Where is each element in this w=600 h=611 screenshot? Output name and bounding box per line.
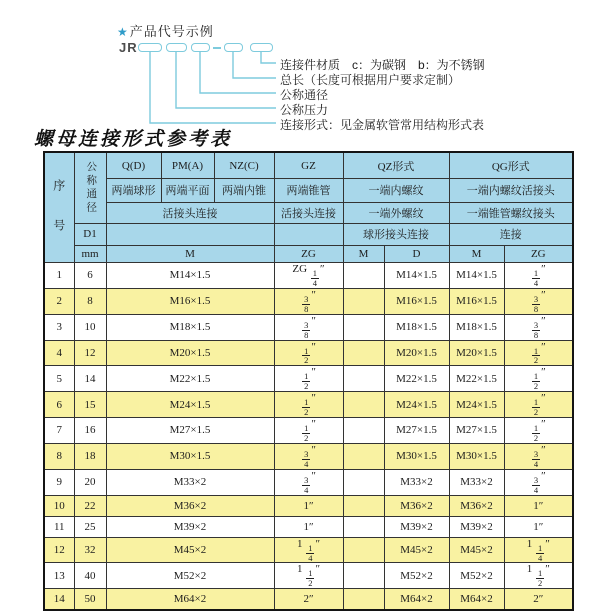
header-ends-pma: 两端平面 [161,179,214,203]
cell-row-index: 12 [44,537,74,563]
cell-qz-m [343,418,384,444]
cell-qg-zg: $\frac{1}{4}$ ″ [504,263,573,289]
header-ends-nzc: 两端内锥 [214,179,274,203]
cell-dn-mm: 40 [74,563,106,589]
cell-qz-d: M45×2 [384,537,449,563]
cell-gz-zg: 1 $\frac{1}{2}$ ″ [274,563,343,589]
cell-row-index: 6 [44,392,74,418]
table-row [44,288,573,314]
header-blank-gz [274,224,343,245]
cell-dn-mm: 10 [74,314,106,340]
cell-m-thread: M36×2 [106,495,274,516]
cell-gz-zg: $\frac{1}{2}$ ″ [274,340,343,366]
table-row [44,537,573,563]
cell-qz-m [343,288,384,314]
cell-qg-zg: 1 $\frac{1}{4}$ ″ [504,537,573,563]
cell-qg-zg: $\frac{1}{2}$ ″ [504,340,573,366]
cell-gz-zg: ZG $\frac{1}{4}$ ″ [274,263,343,289]
diagram-heading [117,21,214,40]
cell-qz-m [343,469,384,495]
table-body [44,263,573,610]
cell-qz-d: M16×1.5 [384,288,449,314]
cell-m-thread: M20×1.5 [106,340,274,366]
cell-m-thread: M27×1.5 [106,418,274,444]
table-row [44,443,573,469]
table-row [44,263,573,289]
table-row [44,392,573,418]
star-icon: ★ [117,25,129,39]
diagram-heading-text: 产品代号示例 [129,24,214,39]
cell-dn-mm: 16 [74,418,106,444]
header-ends-qz: 一端内螺纹 [343,179,449,203]
header-blank-mid [106,224,274,245]
cell-row-index: 2 [44,288,74,314]
cell-m-thread: M14×1.5 [106,263,274,289]
cell-qg-m: M27×1.5 [449,418,504,444]
header-row-units [44,245,573,262]
cell-qg-m: M14×1.5 [449,263,504,289]
cell-dn-mm: 25 [74,516,106,537]
cell-qz-d: M20×1.5 [384,340,449,366]
header-d1: D1 [74,224,106,245]
header-unit-qz-m: M [343,245,384,262]
cell-m-thread: M45×2 [106,537,274,563]
code-label-pressure: 公称压力 [280,103,329,117]
cell-qg-m: M45×2 [449,537,504,563]
cell-qz-m [343,537,384,563]
cell-qg-m: M18×1.5 [449,314,504,340]
cell-qz-d: M18×1.5 [384,314,449,340]
header-row-d1 [44,224,573,245]
cell-gz-zg: 2″ [274,589,343,610]
cell-m-thread: M22×1.5 [106,366,274,392]
cell-qz-m [343,392,384,418]
cell-qz-m [343,516,384,537]
cell-qz-m [343,314,384,340]
cell-row-index: 1 [44,263,74,289]
header-group-nzc: NZ(C) [214,152,274,179]
cell-m-thread: M18×1.5 [106,314,274,340]
cell-row-index: 7 [44,418,74,444]
cell-qg-zg: 2″ [504,589,573,610]
cell-qg-zg: $\frac{3}{4}$ ″ [504,469,573,495]
code-label-material: 连接件材质 c：为碳钢 b：为不锈钢 [280,58,485,72]
cell-row-index: 9 [44,469,74,495]
cell-dn-mm: 50 [74,589,106,610]
table-title: 螺母连接形式参考表 [34,129,233,150]
cell-gz-zg: $\frac{1}{2}$ ″ [274,366,343,392]
cell-qz-m [343,366,384,392]
header-unit-zg: ZG [274,245,343,262]
cell-qz-d: M30×1.5 [384,443,449,469]
cell-m-thread: M30×1.5 [106,443,274,469]
cell-qg-m: M33×2 [449,469,504,495]
cell-qg-zg: $\frac{3}{8}$ ″ [504,314,573,340]
cell-gz-zg: $\frac{1}{2}$ ″ [274,418,343,444]
cell-qz-d: M24×1.5 [384,392,449,418]
code-label-conn-form: 连接形式：见金属软管常用结构形式表 [280,118,485,132]
cell-dn-mm: 18 [74,443,106,469]
cell-qz-m [343,589,384,610]
header-conn-union: 活接头连接 [106,202,274,223]
table-row [44,589,573,610]
cell-qz-m [343,495,384,516]
cell-qz-m [343,340,384,366]
cell-row-index: 3 [44,314,74,340]
header-conn2-qg: 连接 [449,224,573,245]
header-unit-m: M [106,245,274,262]
cell-m-thread: M64×2 [106,589,274,610]
header-conn-gz: 活接头连接 [274,202,343,223]
header-group-qd: Q(D) [106,152,161,179]
header-ends-qg: 一端内螺纹活接头 [449,179,573,203]
cell-qg-m: M20×1.5 [449,340,504,366]
header-conn-qg: 一端锥管螺纹接头 [449,202,573,223]
header-dn: 公称通径 [74,152,106,224]
product-code-prefix: JR [119,40,138,55]
cell-qz-d: M22×1.5 [384,366,449,392]
header-mm: mm [74,245,106,262]
code-dash [213,47,221,49]
cell-qg-m: M36×2 [449,495,504,516]
nut-connection-reference-table [43,151,574,611]
cell-qz-d: M27×1.5 [384,418,449,444]
code-box-2 [166,43,187,52]
cell-qg-m: M22×1.5 [449,366,504,392]
cell-qz-d: M36×2 [384,495,449,516]
code-box-5 [250,43,273,52]
header-group-qz: QZ形式 [343,152,449,179]
cell-qg-zg: $\frac{1}{2}$ ″ [504,392,573,418]
cell-qg-m: M52×2 [449,563,504,589]
cell-row-index: 11 [44,516,74,537]
cell-qg-zg: 1″ [504,495,573,516]
header-group-pma: PM(A) [161,152,214,179]
table-row [44,469,573,495]
cell-dn-mm: 20 [74,469,106,495]
header-conn-qz: 一端外螺纹 [343,202,449,223]
code-box-3 [191,43,210,52]
table-row [44,495,573,516]
cell-gz-zg: 1″ [274,495,343,516]
cell-qz-d: M52×2 [384,563,449,589]
cell-qz-d: M33×2 [384,469,449,495]
header-unit-qg-zg: ZG [504,245,573,262]
cell-qg-zg: $\frac{1}{2}$ ″ [504,418,573,444]
cell-row-index: 10 [44,495,74,516]
table-row [44,418,573,444]
cell-qg-zg: $\frac{3}{8}$ ″ [504,288,573,314]
cell-dn-mm: 8 [74,288,106,314]
cell-qg-zg: $\frac{1}{2}$ ″ [504,366,573,392]
cell-m-thread: M39×2 [106,516,274,537]
cell-dn-mm: 32 [74,537,106,563]
table-row [44,516,573,537]
cell-gz-zg: 1″ [274,516,343,537]
cell-m-thread: M33×2 [106,469,274,495]
cell-row-index: 4 [44,340,74,366]
cell-m-thread: M16×1.5 [106,288,274,314]
header-group-qg: QG形式 [449,152,573,179]
cell-dn-mm: 22 [74,495,106,516]
cell-qz-d: M14×1.5 [384,263,449,289]
header-ends-gz: 两端锥管 [274,179,343,203]
header-unit-qz-d: D [384,245,449,262]
cell-gz-zg: $\frac{3}{8}$ ″ [274,288,343,314]
cell-m-thread: M52×2 [106,563,274,589]
cell-qz-m [343,263,384,289]
cell-qz-d: M64×2 [384,589,449,610]
cell-qg-m: M24×1.5 [449,392,504,418]
code-label-diameter: 公称通径 [280,88,329,102]
header-group-gz: GZ [274,152,343,179]
header-seq: 序号 [44,152,74,263]
cell-row-index: 8 [44,443,74,469]
cell-m-thread: M24×1.5 [106,392,274,418]
code-box-1 [138,43,162,52]
cell-qz-m [343,443,384,469]
cell-dn-mm: 14 [74,366,106,392]
header-ends-qd: 两端球形 [106,179,161,203]
cell-dn-mm: 6 [74,263,106,289]
cell-qz-d: M39×2 [384,516,449,537]
table-row [44,340,573,366]
table-row [44,314,573,340]
header-unit-qg-m: M [449,245,504,262]
cell-gz-zg: $\frac{3}{4}$ ″ [274,469,343,495]
cell-qg-m: M30×1.5 [449,443,504,469]
cell-dn-mm: 15 [74,392,106,418]
cell-qg-zg: $\frac{3}{4}$ ″ [504,443,573,469]
cell-row-index: 13 [44,563,74,589]
header-row-connection [44,202,573,223]
cell-qg-m: M39×2 [449,516,504,537]
cell-gz-zg: $\frac{3}{4}$ ″ [274,443,343,469]
cell-row-index: 5 [44,366,74,392]
cell-dn-mm: 12 [74,340,106,366]
cell-qg-zg: 1 $\frac{1}{2}$ ″ [504,563,573,589]
header-row-groups [44,152,573,179]
cell-gz-zg: $\frac{3}{8}$ ″ [274,314,343,340]
cell-gz-zg: $\frac{1}{2}$ ″ [274,392,343,418]
code-label-length: 总长（长度可根据用户要求定制） [280,73,461,87]
cell-qg-m: M16×1.5 [449,288,504,314]
cell-qg-m: M64×2 [449,589,504,610]
cell-qg-zg: 1″ [504,516,573,537]
cell-row-index: 14 [44,589,74,610]
table-row [44,366,573,392]
header-conn2-qz: 球形接头连接 [343,224,449,245]
code-box-4 [224,43,243,52]
header-row-ends [44,179,573,203]
cell-gz-zg: 1 $\frac{1}{4}$ ″ [274,537,343,563]
